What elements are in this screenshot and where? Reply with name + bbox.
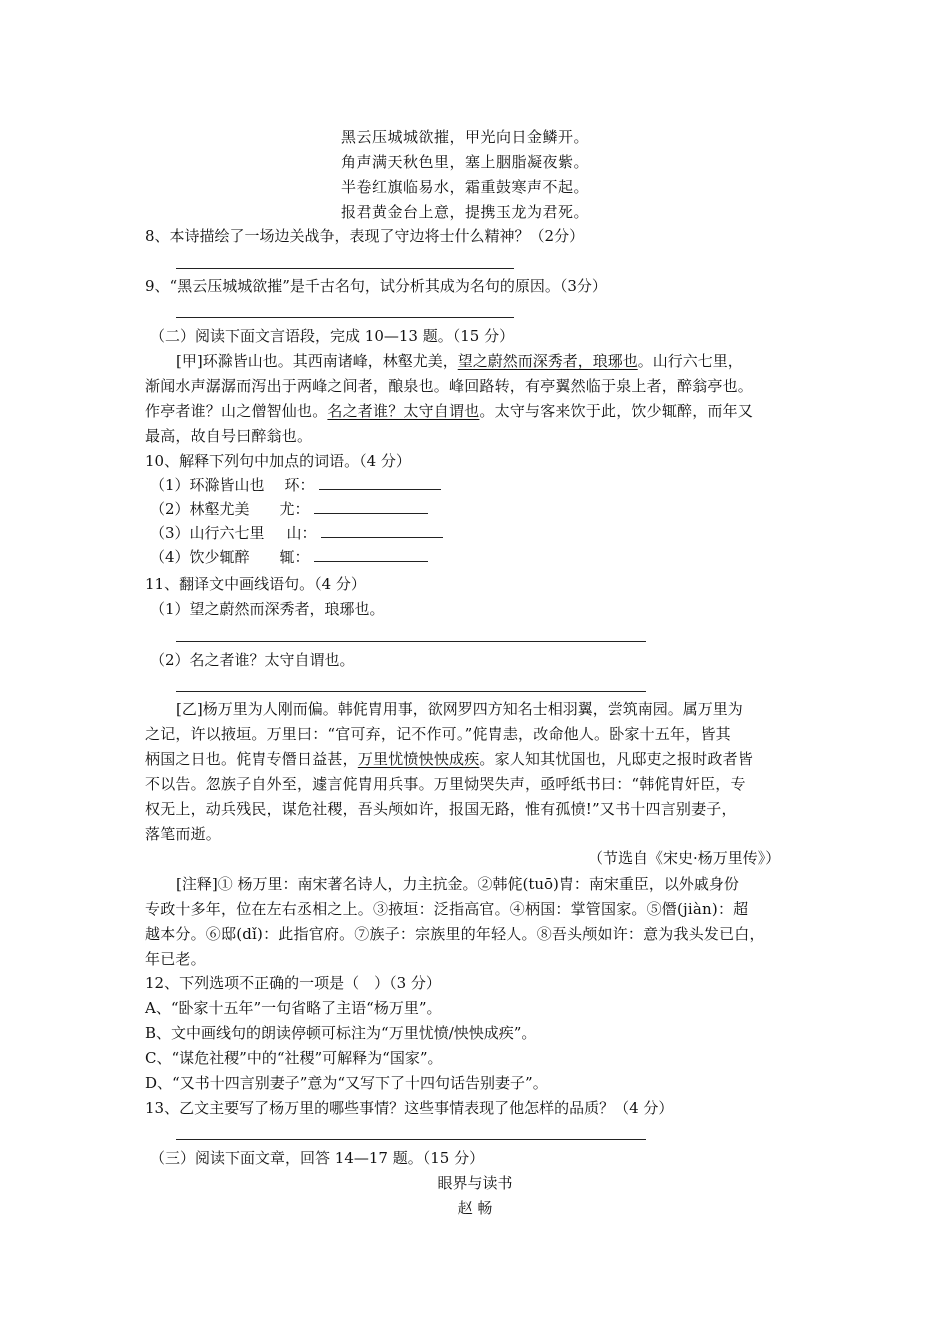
passage-yi-line-5: 权无上，动兵残民，谋危社稷，吾头颅如许，报国无路，惟有孤愤!”又书十四言别妻子， — [145, 800, 737, 818]
passage-jia-line-1 — [176, 350, 743, 372]
section-2-heading: （二）阅读下面文言语段，完成 10—13 题。（15 分） — [150, 327, 515, 345]
answer-line-q11-1[interactable] — [176, 641, 646, 642]
passage-yi-text: 。家人知其忧国也，凡邸吏之报时政者皆 — [479, 750, 754, 768]
q10-sentence: （4）饮少辄醉 — [150, 548, 250, 566]
q10-item-1 — [150, 474, 441, 496]
passage-yi-text: 柄国之日也。侂胄专僭日益甚， — [145, 750, 358, 768]
underlined-sentence-2: 名之者谁？太守自谓也 — [327, 402, 480, 420]
passage-jia-text: [甲]环滁皆山也。其西南诸峰，林壑尤美， — [176, 352, 458, 370]
passage-jia-line-4: 最高，故自号曰醉翁也。 — [145, 427, 313, 445]
question-10: 10、解释下列句中加点的词语。（4 分） — [145, 452, 411, 470]
q12-option-b[interactable]: B、文中画线句的朗读停顿可标注为“万里忧愤/怏怏成疾”。 — [145, 1024, 537, 1042]
q10-word: 尤： — [279, 500, 310, 518]
poem-line-2: 角声满天秋色里，塞上胭脂凝夜紫。 — [341, 153, 590, 171]
passage-jia-text: 。太守与客来饮于此，饮少辄醉，而年又 — [479, 402, 754, 420]
article-title: 眼界与读书 — [437, 1174, 513, 1192]
q10-word: 辄： — [279, 548, 310, 566]
question-12: 12、下列选项不正确的一项是（ ）（3 分） — [145, 974, 441, 992]
q12-option-d[interactable]: D、“又书十四言别妻子”意为“又写下了十四句话告别妻子”。 — [145, 1074, 548, 1092]
passage-yi-source: （节选自《宋史·杨万里传》） — [588, 849, 781, 867]
poem-line-4: 报君黄金台上意，提携玉龙为君死。 — [341, 203, 590, 221]
notes-line-3: 越本分。⑥邸(dǐ)：此指官府。⑦族子：宗族里的年轻人。⑧吾头颅如许：意为我头发已白， — [145, 925, 765, 943]
q10-sentence: （1）环滁皆山也 — [150, 476, 265, 494]
q11-item-2: （2）名之者谁？太守自谓也。 — [150, 651, 355, 669]
article-author: 赵 畅 — [457, 1199, 493, 1217]
passage-jia-line-3 — [145, 400, 753, 422]
q11-item-1: （1）望之蔚然而深秀者，琅琊也。 — [150, 600, 385, 618]
q10-sentence: （2）林壑尤美 — [150, 500, 250, 518]
poem-line-3: 半卷红旗临易水，霜重鼓寒声不起。 — [341, 178, 590, 196]
notes-line-2: 专政十多年，位在左右丞相之上。③掖垣：泛指高官。④柄国：掌管国家。⑤僭(jiàn)：超 — [145, 900, 749, 918]
q10-blank-4[interactable] — [314, 547, 428, 562]
q10-word: 山： — [286, 524, 317, 542]
q10-blank-1[interactable] — [319, 475, 441, 490]
q10-item-2 — [150, 498, 428, 520]
underlined-sentence-3: 万里忧愤怏怏成疾 — [357, 750, 480, 768]
q12-option-a[interactable]: A、“卧家十五年”一句省略了主语“杨万里”。 — [145, 999, 442, 1017]
section-3-heading: （三）阅读下面文章，回答 14—17 题。（15 分） — [150, 1149, 485, 1167]
passage-yi-line-3 — [145, 748, 753, 770]
q10-blank-3[interactable] — [321, 523, 443, 538]
q10-sentence: （3）山行六七里 — [150, 524, 265, 542]
answer-line-q9[interactable] — [176, 317, 514, 318]
q10-item-4 — [150, 546, 428, 568]
passage-yi-line-4: 不以告。忽族子自外至，遽言侂胄用兵事。万里恸哭失声，亟呼纸书曰：“韩侂胄奸臣，专 — [145, 775, 746, 793]
poem-line-1: 黑云压城城欲摧，甲光向日金鳞开。 — [341, 128, 590, 146]
q10-item-3 — [150, 522, 443, 544]
question-8: 8、本诗描绘了一场边关战争，表现了守边将士什么精神？（2分） — [145, 227, 585, 245]
underlined-sentence-1: 望之蔚然而深秀者，琅琊也 — [457, 352, 638, 370]
passage-jia-text: 。山行六七里， — [637, 352, 743, 370]
passage-jia-line-2: 渐闻水声潺潺而泻出于两峰之间者，酿泉也。峰回路转，有亭翼然临于泉上者，醉翁亭也。 — [145, 377, 754, 395]
answer-line-q8[interactable] — [176, 268, 514, 269]
passage-yi-line-2: 之记，许以掖垣。万里曰：“官可弃，记不作可。”侂胄恚，改命他人。卧家十五年，皆其 — [145, 725, 731, 743]
question-13: 13、乙文主要写了杨万里的哪些事情？这些事情表现了他怎样的品质？（4 分） — [145, 1099, 674, 1117]
notes-line-1: [注释]① 杨万里：南宋著名诗人，力主抗金。②韩侂(tuō)胄：南宋重臣，以外戚身份 — [176, 875, 739, 893]
answer-line-q11-2[interactable] — [176, 691, 646, 692]
question-9: 9、“黑云压城城欲摧”是千古名句，试分析其成为名句的原因。（3分） — [145, 277, 607, 295]
passage-jia-text: 作亭者谁？山之僧智仙也。 — [145, 402, 328, 420]
answer-line-q13[interactable] — [176, 1139, 646, 1140]
q12-option-c[interactable]: C、“谋危社稷”中的“社稷”可解释为“国家”。 — [145, 1049, 443, 1067]
passage-yi-line-1: [乙]杨万里为人刚而偏。韩侂胄用事，欲网罗四方知名士相羽翼，尝筑南园。属万里为 — [176, 700, 743, 718]
notes-line-4: 年已老。 — [145, 950, 206, 968]
passage-yi-line-6: 落笔而逝。 — [145, 825, 222, 843]
question-11: 11、翻译文中画线语句。（4 分） — [145, 575, 366, 593]
q10-blank-2[interactable] — [314, 499, 428, 514]
q10-word: 环： — [284, 476, 315, 494]
